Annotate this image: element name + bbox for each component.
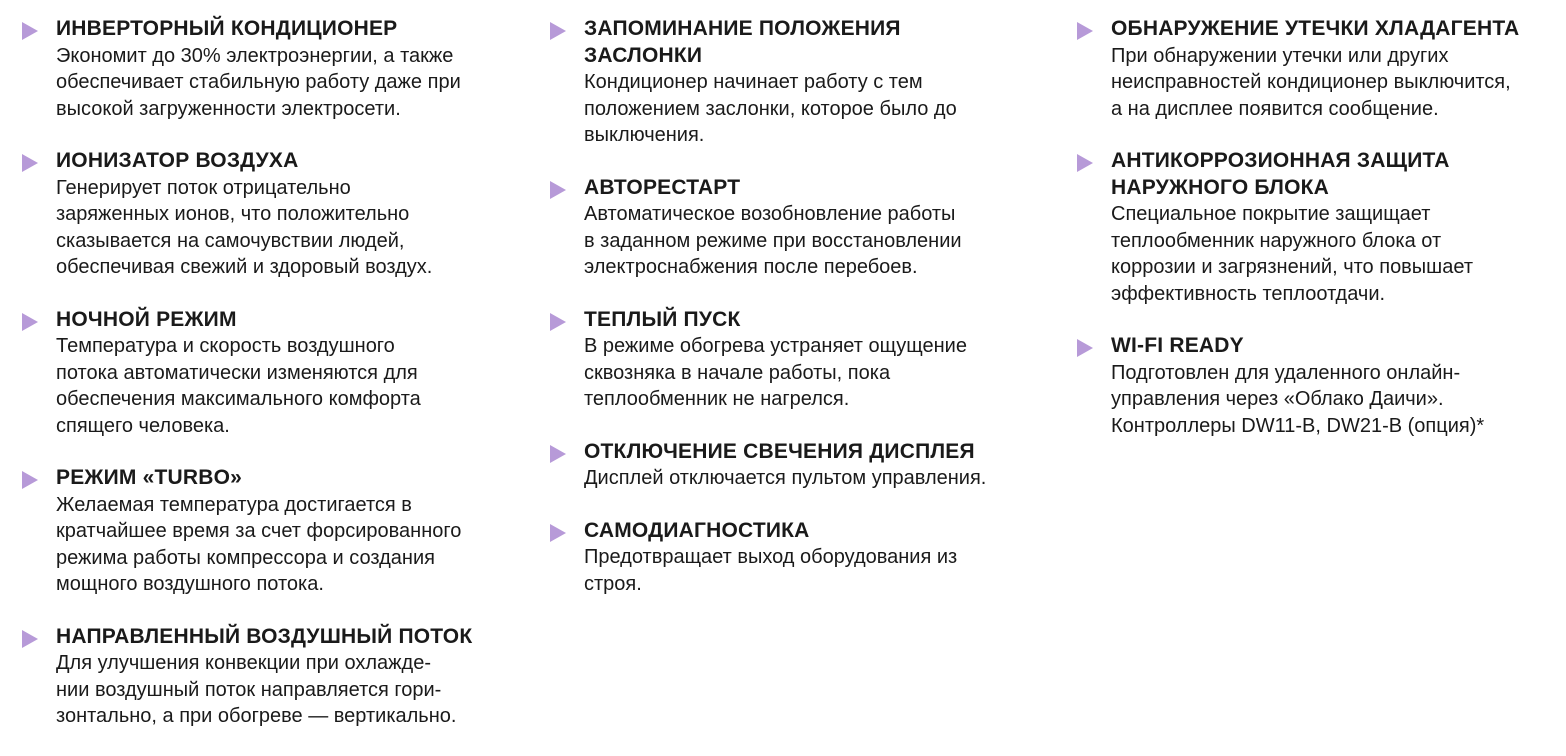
features-column-2 [548,16,1058,623]
feature-description: Для улучшения конвекции при охлажде- нии воздушный поток направляется гори- зонтально, а при обогреве — вертикально. [56,652,457,727]
feature-title: WI-FI READY [1111,334,1244,357]
play-triangle-icon [550,22,566,40]
feature-title: ОБНАРУЖЕНИЕ УТЕЧКИ ХЛАДАГЕНТА [1111,17,1520,40]
feature-air-ionizer [20,148,530,281]
feature-title: ОТКЛЮЧЕНИЕ СВЕЧЕНИЯ ДИСПЛЕЯ [584,439,975,463]
play-triangle-icon [550,181,566,199]
feature-auto-restart [548,175,1058,281]
feature-description: Дисплей отключается пультом управления. [584,467,987,489]
feature-title: САМОДИАГНОСТИКА [584,518,810,542]
play-triangle-icon [22,22,38,40]
feature-title: ИНВЕРТОРНЫЙ КОНДИЦИОНЕР [56,17,398,40]
feature-title: АНТИКОРРОЗИОННАЯ ЗАЩИТА НАРУЖНОГО БЛОКА [1111,149,1450,199]
play-triangle-icon [1077,154,1093,172]
feature-self-diagnostics [548,518,1058,598]
feature-directed-airflow [20,624,530,730]
play-triangle-icon [22,154,38,172]
play-triangle-icon [1077,339,1093,357]
play-triangle-icon [1077,22,1093,40]
play-triangle-icon [22,630,38,648]
feature-description: Температура и скорость воздушного потока автоматически изменяются для обеспечения максимального комфорта спящего человека. [56,335,421,437]
features-column-3 [1075,16,1563,465]
feature-wifi-ready [1075,333,1563,439]
feature-description: Автоматическое возобновление работы в заданном режиме при восстановлении электроснабжения после перебоев. [584,203,962,278]
play-triangle-icon [550,524,566,542]
play-triangle-icon [550,313,566,331]
feature-title: РЕЖИМ «TURBO» [56,466,243,489]
feature-night-mode [20,307,530,440]
feature-description: При обнаружении утечки или других неисправностей кондиционер выключится, а на дисплее появится сообщение. [1111,44,1511,120]
feature-description: Желаемая температура достигается в кратчайшее время за счет форсированного режима работы компрессора и создания мощного воздушного потока. [56,493,462,595]
features-column-1 [20,16,530,756]
feature-description: Подготовлен для удаленного онлайн- управления через «Облако Даичи». Контроллеры DW11-B, DW21-B (опция)* [1111,361,1485,437]
feature-description: Кондиционер начинает работу с тем положением заслонки, которое было до выключения. [584,71,957,146]
feature-louver-memory [548,16,1058,149]
feature-description: Предотвращает выход оборудования из строя. [584,546,958,595]
feature-warm-start [548,307,1058,413]
feature-title: АВТОРЕСТАРТ [584,175,741,199]
feature-title: ТЕПЛЫЙ ПУСК [584,307,741,331]
feature-anticorrosion-protection [1075,148,1563,307]
play-triangle-icon [550,445,566,463]
feature-refrigerant-leak-detection [1075,16,1563,122]
feature-inverter [20,16,530,122]
feature-title: НАПРАВЛЕННЫЙ ВОЗДУШНЫЙ ПОТОК [56,624,473,648]
feature-turbo-mode [20,465,530,598]
feature-title: НОЧНОЙ РЕЖИМ [56,307,237,331]
play-triangle-icon [22,313,38,331]
feature-title: ИОНИЗАТОР ВОЗДУХА [56,149,299,172]
feature-display-off [548,439,1058,492]
feature-description: В режиме обогрева устраняет ощущение сквозняка в начале работы, пока теплообменник не нагрелся. [584,335,967,410]
feature-title: ЗАПОМИНАНИЕ ПОЛОЖЕНИЯ ЗАСЛОНКИ [584,17,901,67]
feature-description: Специальное покрытие защищает теплообменник наружного блока от коррозии и загрязнений, что повышает эффективность теплоотдачи. [1111,203,1473,305]
feature-description: Экономит до 30% электроэнергии, а также обеспечивает стабильную работу даже при высокой загруженности электросети. [56,44,461,120]
play-triangle-icon [22,471,38,489]
feature-description: Генерирует поток отрицательно заряженных ионов, что положительно сказывается на самочувствии людей, обеспечивая свежий и здоровый воздух. [56,176,433,278]
